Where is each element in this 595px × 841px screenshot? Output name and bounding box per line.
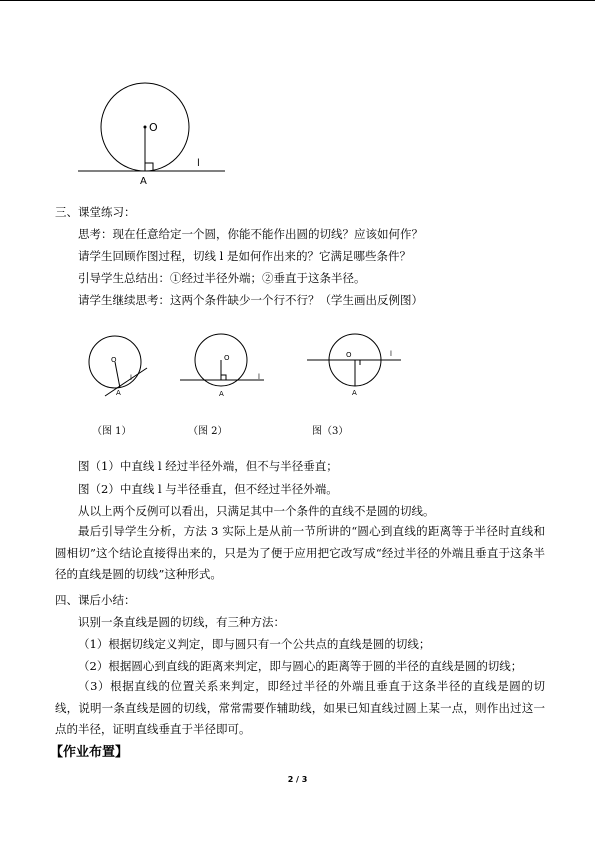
line-label: l (390, 350, 392, 358)
point-label: A (219, 390, 224, 398)
figure-3 (305, 330, 405, 405)
figure-2 (178, 330, 268, 405)
analysis-final: 最后引导学生分析，方法 3 实际上是从前一节所讲的“圆心到直线的距离等于半径时直线和圆相切”这个结论直接得出来的，只是为了便于应用把它改写成“经过半径的外端且垂直于这条半径的直线是圆的切线”这种形式。 (55, 524, 545, 581)
section3-p2: 请学生回顾作图过程，切线 l 是如何作出来的？它满足哪些条件？ (78, 249, 411, 263)
slanted-line (105, 368, 147, 396)
point-label: A (140, 176, 147, 187)
right-angle-mark (145, 163, 153, 171)
homework-heading: 【作业布置】 (50, 745, 129, 760)
section3-p4: 请学生继续思考：这两个条件缺少一个行不行？（学生画出反例图） (78, 293, 423, 307)
figure-2-caption: （图 2） (188, 426, 228, 437)
center-label: O (346, 351, 352, 359)
center-point (144, 126, 147, 129)
center-label: O (111, 356, 117, 364)
page-top-rule (0, 0, 595, 1)
method-3: （3）根据直线的位置关系来判定，即经过半径的外端且垂直于这条半径的直线是圆的切线，说明一条直线是圆的切线，常常需要作辅助线，如果已知直线过圆上某一点，则作出过这一点的半径，证明直线垂直于半径即可。 (55, 679, 545, 736)
section3-heading: 三、课堂练习： (55, 205, 136, 219)
section4-heading: 四、课后小结： (55, 593, 136, 607)
method-1: （1）根据切线定义判定，即与圆只有一个公共点的直线是圆的切线； (78, 637, 431, 651)
right-angle-mark (221, 375, 226, 380)
analysis-fig1: 图（1）中直线 l 经过半径外端，但不与半径垂直； (78, 459, 338, 473)
page-number: 2 / 3 (287, 775, 308, 784)
line-label: l (130, 374, 132, 382)
line-label: l (258, 373, 260, 381)
tangent-figure (70, 80, 230, 190)
analysis-fig2: 图（2）中直线 l 与半径垂直，但不经过半径外端。 (78, 482, 338, 496)
section3-p1: 思考：现在任意给定一个圆，你能不能作出圆的切线？应该如何作？ (78, 227, 423, 241)
line-label: l (197, 158, 200, 169)
right-angle-mark (355, 360, 360, 365)
figure-1-caption: （图 1） (92, 426, 132, 437)
center-label: O (224, 354, 230, 362)
method-2: （2）根据圆心到直线的距离来判定，即与圆心的距离等于圆的半径的直线是圆的切线； (78, 659, 523, 673)
analysis-conclusion: 从以上两个反例可以看出，只满足其中一个条件的直线不是圆的切线。 (78, 504, 435, 518)
radius-line (115, 362, 120, 388)
point-label: A (116, 389, 121, 397)
figure-1 (85, 330, 165, 410)
section4-intro: 识别一条直线是圆的切线，有三种方法： (78, 615, 285, 629)
center-label: O (149, 121, 158, 134)
figure-3-caption: 图（3） (312, 426, 349, 437)
point-label: A (352, 389, 357, 397)
section3-p3: 引导学生总结出：①经过半径外端；②垂直于这条半径。 (78, 271, 366, 285)
